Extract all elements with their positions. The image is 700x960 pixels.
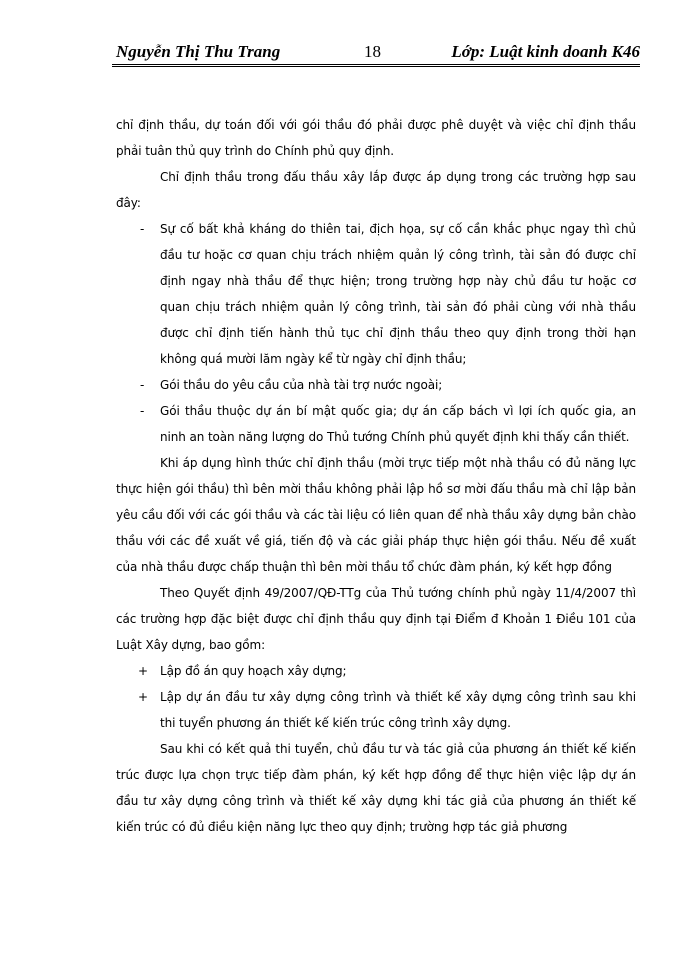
list-item xyxy=(116,398,636,450)
header-class-label: Lớp: Luật kinh doanh K46 xyxy=(451,42,640,61)
list-item xyxy=(116,658,636,684)
paragraph-procedure: Khi áp dụng hình thức chỉ định thầu (mời trực tiếp một nhà thầu có đủ năng lực thực hiện gói thầu) thì bên mời thầu không phải lập hồ sơ mời đấu thầu mà chỉ lập bản yêu cầu đối với các gói thầu và các tài liệu có liên quan để nhà thầu xây dựng bản chào thầu với các đề xuất về giá, tiến độ và các giải pháp thực hiện gói thầu. Nếu đề xuất của nhà thầu được chấp thuận thì bên mời thầu tổ chức đàm phán, ký kết hợp đồng xyxy=(116,456,636,574)
paragraph-continuation: chỉ định thầu, dự toán đối với gói thầu đó phải được phê duyệt và việc chỉ định thầu phải tuân thủ quy trình do Chính phủ quy định. xyxy=(116,118,636,158)
list-item-text: Sự cố bất khả kháng do thiên tai, địch họa, sự cố cần khắc phục ngay thì chủ đầu tư hoặc cơ quan chịu trách nhiệm quản lý công trình, tài sản đó được chỉ định ngay nhà thầu để thực hiện; trong trường hợp này chủ đầu tư hoặc cơ quan chịu trách nhiệm quản lý công trình, tài sản đó phải cùng với nhà thầu được chỉ định tiến hành thủ tục chỉ định thầu theo quy định trong thời hạn không quá mười lăm ngày kể từ ngày chỉ định thầu; xyxy=(160,222,636,366)
document-body xyxy=(116,112,636,840)
list-item-text: Lập đồ án quy hoạch xây dựng; xyxy=(160,664,347,678)
dash-bullet: - xyxy=(140,378,145,392)
list-item xyxy=(116,684,636,736)
dash-bullet: - xyxy=(140,404,145,418)
header-author: Nguyễn Thị Thu Trang xyxy=(116,42,281,61)
list-item-text: Lập dự án đầu tư xây dựng công trình và thiết kế xây dựng công trình sau khi thi tuyển phương án thiết kế kiến trúc công trình xây dựng. xyxy=(160,690,636,730)
plus-bullet: + xyxy=(138,664,148,678)
list-item-text: Gói thầu do yêu cầu của nhà tài trợ nước ngoài; xyxy=(160,378,443,392)
page-header xyxy=(112,38,640,67)
paragraph-decision: Theo Quyết định 49/2007/QĐ-TTg của Thủ tướng chính phủ ngày 11/4/2007 thì các trường hợp đặc biệt được chỉ định thầu quy định tại Điểm đ Khoản 1 Điều 101 của Luật Xây dựng, bao gồm: xyxy=(116,586,636,652)
paragraph-intro-cases: Chỉ định thầu trong đấu thầu xây lắp được áp dụng trong các trường hợp sau đây: xyxy=(116,170,636,210)
list-item-text: Gói thầu thuộc dự án bí mật quốc gia; dự án cấp bách vì lợi ích quốc gia, an ninh an toàn năng lượng do Thủ tướng Chính phủ quyết định khi thấy cần thiết. xyxy=(160,404,636,444)
dash-bullet: - xyxy=(140,222,145,236)
paragraph-after-competition: Sau khi có kết quả thi tuyển, chủ đầu tư và tác giả của phương án thiết kế kiến trúc được lựa chọn trực tiếp đàm phán, ký kết hợp đồng để thực hiện việc lập dự án đầu tư xây dựng công trình và thiết kế xây dựng khi tác giả của phương án thiết kế kiến trúc có đủ điều kiện năng lực theo quy định; trường hợp tác giả phương xyxy=(116,742,636,834)
list-item xyxy=(116,372,636,398)
plus-bullet: + xyxy=(138,690,148,704)
header-page-number: 18 xyxy=(364,42,381,61)
list-item xyxy=(116,216,636,372)
